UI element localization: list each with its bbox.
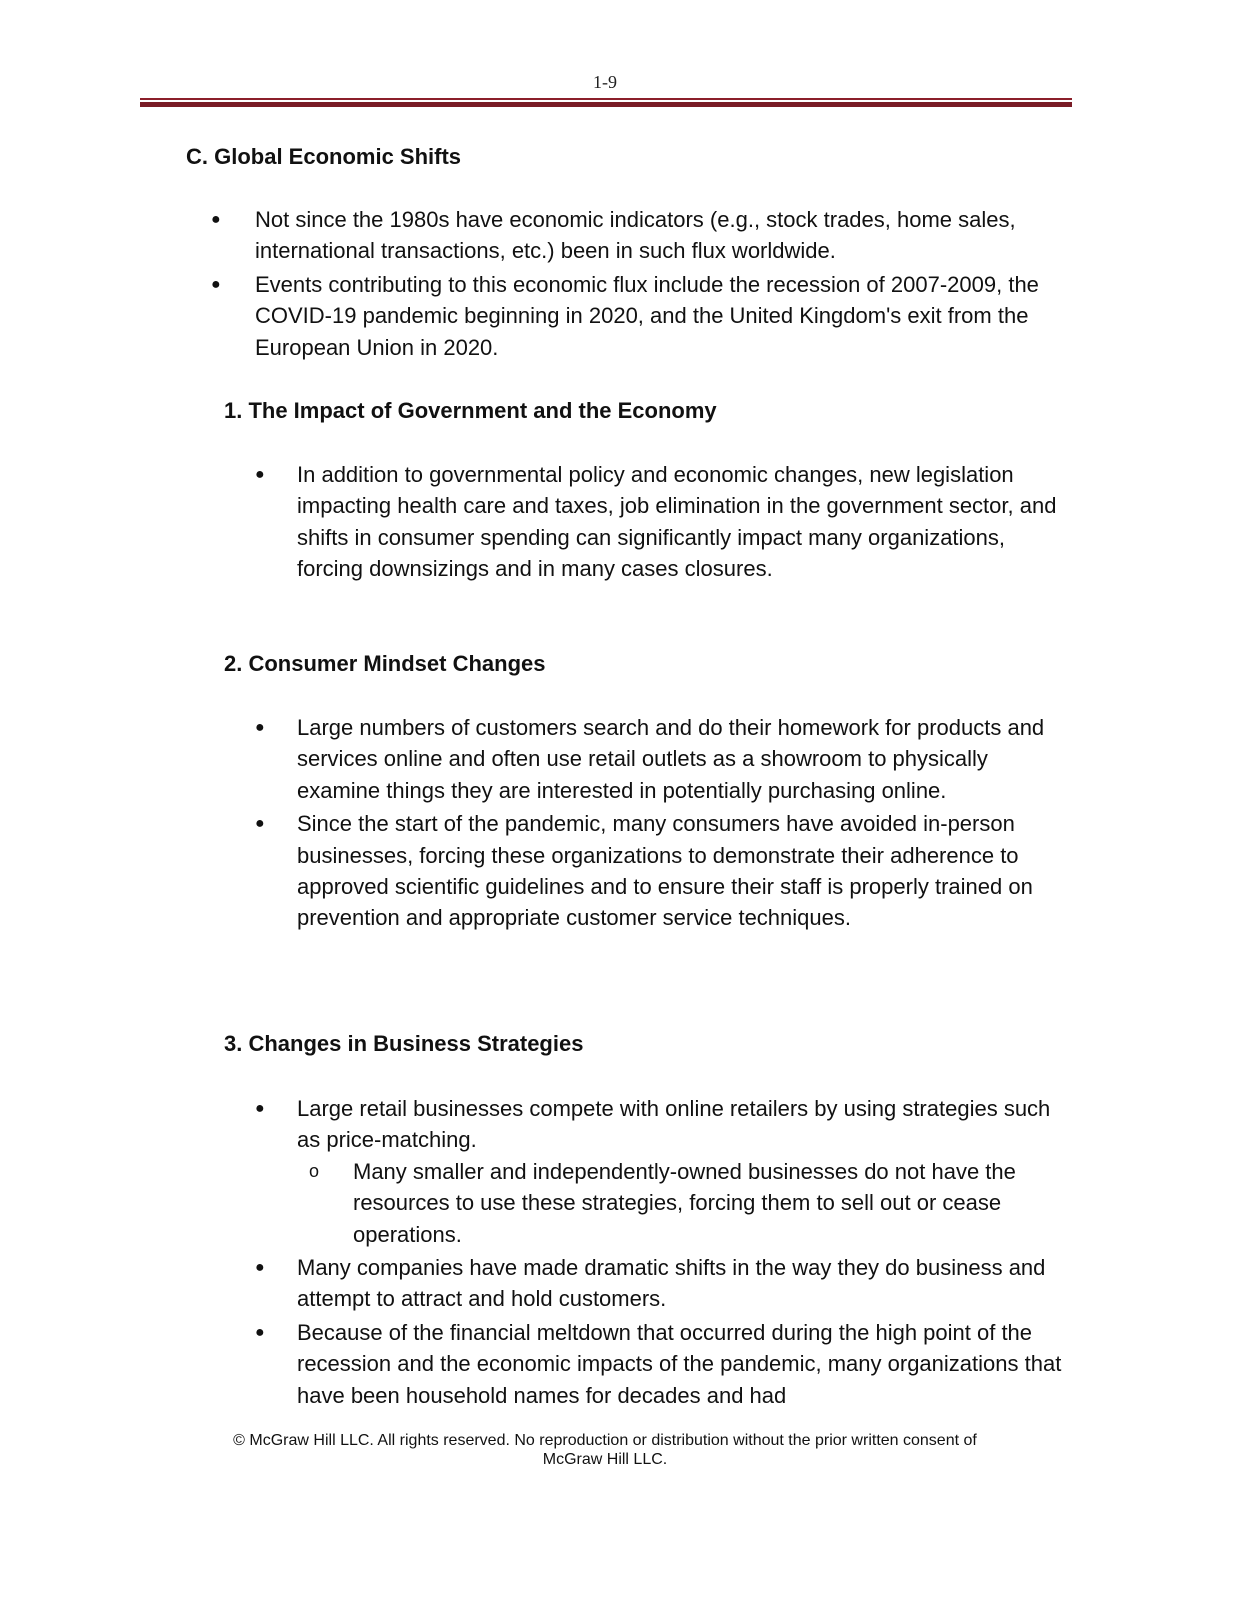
bullet-text: Large retail businesses compete with online retailers by using strategies such as price-matching. [297,1096,1051,1153]
sub-bullet-text: Many smaller and independently-owned businesses do not have the resources to use these strategies, forcing them to sell out or cease operations. [353,1158,1016,1247]
footer-line-2: McGraw Hill LLC. [542,1451,668,1468]
government-bullet-list [255,459,1077,587]
subsection-heading-strategies: 3. Changes in Business Strategies [224,1031,584,1056]
bullet-text: Many companies have made dramatic shifts in the way they do business and attempt to attract and hold customers. [297,1255,1046,1312]
strategies-sub-bullet-list [297,1156,1077,1250]
list-item [211,204,1075,267]
header-rule-thick [140,102,1072,107]
bullet-text: Events contributing to this economic flux include the recession of 2007-2009, the COVID-19 pandemic beginning in 2020, and the United Kingdom's exit from the European Union in 2020. [255,271,1039,360]
strategies-bullet-list [255,1093,1077,1413]
list-item [255,808,1077,934]
bullet-icon: ● [255,815,265,833]
header-rule-thin [140,98,1072,100]
bullet-icon: ● [255,1323,265,1341]
bullet-icon: ● [255,466,265,483]
bullet-icon: ● [211,211,221,228]
section-heading: C. Global Economic Shifts [186,144,462,169]
bullet-text: Because of the financial meltdown that occurred during the high point of the recession and the economic impacts of the pandemic, many organizations that have been household names for decades and had [297,1319,1062,1408]
section-bullet-list [211,204,1075,365]
copyright-footer [0,1431,1210,1469]
hollow-bullet-icon: o [309,1160,320,1181]
list-item [255,459,1077,585]
bullet-icon: ● [211,275,221,293]
sub-list-item [309,1156,1077,1250]
bullet-icon: ● [255,1100,265,1117]
bullet-text: Since the start of the pandemic, many consumers have avoided in-person businesses, forcing these organizations to demonstrate their adherence to approved scientific guidelines and to ensure their staff is properly trained on prevention and appropriate customer service techniques. [297,811,1033,931]
bullet-text: In addition to governmental policy and economic changes, new legislation impacting health care and taxes, job elimination in the government sector, and shifts in consumer spending can significantly impact many organizations, forcing downsizings and in many cases closures. [297,462,1057,582]
list-item [211,269,1075,363]
page-number: 1-9 [593,72,617,92]
consumer-bullet-list [255,712,1077,936]
list-item [255,1317,1077,1411]
subsection-heading-government: 1. The Impact of Government and the Economy [224,398,717,423]
bullet-text: Large numbers of customers search and do their homework for products and services online and often use retail outlets as a showroom to physically examine things they are interested in potentially purchasing online. [297,715,1045,803]
footer-line-1: © McGraw Hill LLC. All rights reserved. No reproduction or distribution without the prior written consent of [233,1432,977,1449]
list-item [255,1252,1077,1315]
subsection-heading-consumer: 2. Consumer Mindset Changes [224,651,546,676]
bullet-icon: ● [255,1259,265,1277]
list-item [255,1093,1077,1250]
list-item [255,712,1077,806]
bullet-icon: ● [255,719,265,736]
bullet-text: Not since the 1980s have economic indicators (e.g., stock trades, home sales, international transactions, etc.) been in such flux worldwide. [255,207,1016,264]
